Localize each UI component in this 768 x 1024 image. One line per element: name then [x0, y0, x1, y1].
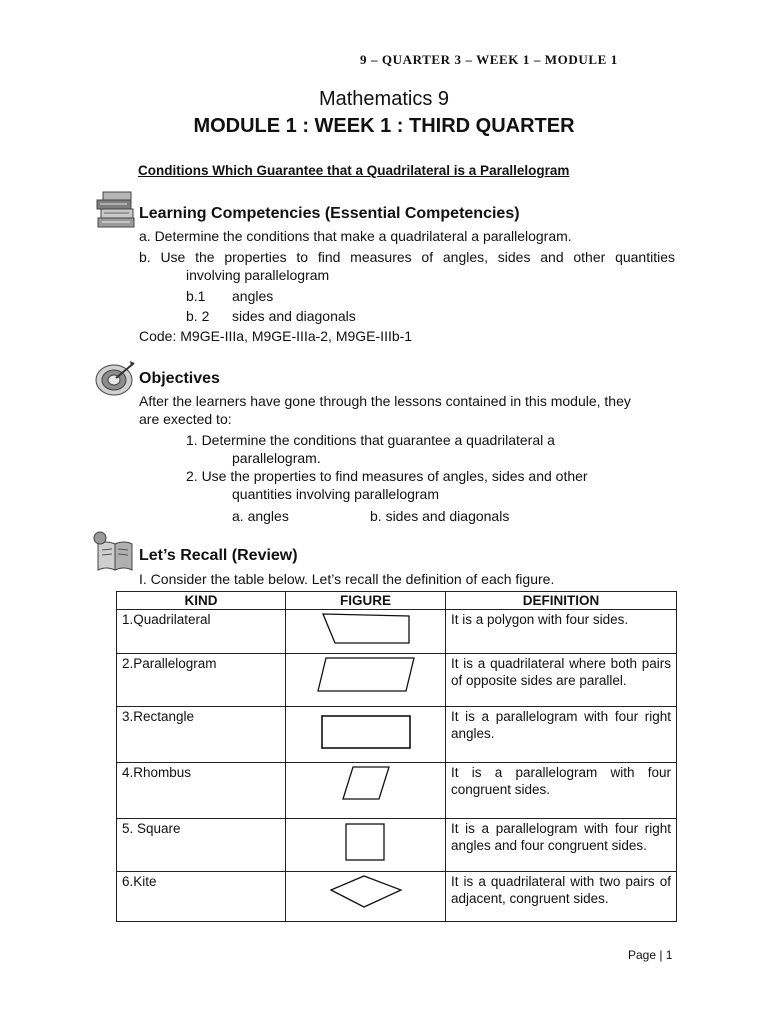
square-figure — [344, 820, 388, 864]
recall-instruction: I. Consider the table below. Let’s recall the definition of each figure. — [139, 571, 555, 587]
kind-cell: 6.Kite — [117, 872, 286, 922]
figure-cell — [286, 707, 446, 763]
kind-cell: 5. Square — [117, 819, 286, 872]
objectives-intro-line2: are exected to: — [139, 411, 232, 427]
lesson-subtitle: Conditions Which Guarantee that a Quadrilateral is a Parallelogram — [138, 163, 570, 178]
competency-a: a. Determine the conditions that make a quadrilateral a parallelogram. — [139, 228, 572, 244]
recall-table — [116, 591, 677, 922]
objective-sub-b: b. sides and diagonals — [370, 508, 510, 524]
books-icon — [94, 190, 140, 232]
column-header-figure: FIGURE — [286, 592, 446, 610]
rhombus-figure — [341, 764, 391, 804]
competency-b1-label: b.1 — [186, 288, 206, 304]
target-icon — [94, 358, 138, 398]
kind-cell: 3.Rectangle — [117, 707, 286, 763]
objective-1-line2: parallelogram. — [232, 450, 321, 466]
quadrilateral-figure — [321, 611, 411, 645]
objectives-heading: Objectives — [139, 370, 220, 387]
figure-cell — [286, 872, 446, 922]
competency-b2-text: sides and diagonals — [232, 308, 356, 324]
table-row — [117, 654, 677, 707]
definition-cell: It is a quadrilateral with two pairs of adjacent, congruent sides. — [446, 872, 677, 922]
definition-cell: It is a polygon with four sides. — [446, 610, 677, 654]
document-title: Mathematics 9 — [318, 88, 450, 110]
competency-b-line1: b. Use the properties to find measures of angles, sides and other quantities — [139, 249, 675, 265]
recall-heading: Let’s Recall (Review) — [139, 547, 298, 564]
table-row — [117, 872, 677, 922]
table-row — [117, 763, 677, 819]
definition-cell: It is a parallelogram with four right angles and four congruent sides. — [446, 819, 677, 872]
objective-2-line2: quantities involving parallelogram — [232, 486, 440, 502]
competencies-heading: Learning Competencies (Essential Competencies) — [139, 205, 520, 222]
competency-code: Code: M9GE-IIIa, M9GE-IIIa-2, M9GE-IIIb-1 — [139, 328, 413, 344]
figure-cell — [286, 763, 446, 819]
book-reading-icon — [92, 530, 140, 574]
table-header-row — [117, 592, 677, 610]
competency-b1-text: angles — [232, 288, 274, 304]
module-title: MODULE 1 : WEEK 1 : THIRD QUARTER — [193, 115, 575, 137]
definition-cell: It is a quadrilateral where both pairs of opposite sides are parallel. — [446, 654, 677, 707]
column-header-definition: DEFINITION — [446, 592, 677, 610]
kite-figure — [329, 873, 403, 913]
figure-cell — [286, 654, 446, 707]
running-header: 9 – QUARTER 3 – WEEK 1 – MODULE 1 — [360, 52, 618, 67]
kind-cell: 2.Parallelogram — [117, 654, 286, 707]
definition-cell: It is a parallelogram with four congruent sides. — [446, 763, 677, 819]
table-row — [117, 819, 677, 872]
competency-b-line2: involving parallelogram — [186, 267, 330, 283]
table-row — [117, 610, 677, 654]
competency-b2-label: b. 2 — [186, 308, 210, 324]
kind-cell: 1.Quadrilateral — [117, 610, 286, 654]
kind-cell: 4.Rhombus — [117, 763, 286, 819]
objective-2-line1: 2. Use the properties to find measures of angles, sides and other — [186, 468, 588, 484]
objective-1-line1: 1. Determine the conditions that guarantee a quadrilateral a — [186, 432, 555, 448]
parallelogram-figure — [316, 655, 416, 695]
objectives-intro-line1: After the learners have gone through the lessons contained in this module, they — [139, 393, 631, 409]
objective-sub-a: a. angles — [232, 508, 289, 524]
column-header-kind: KIND — [117, 592, 286, 610]
definition-cell: It is a parallelogram with four right angles. — [446, 707, 677, 763]
table-row — [117, 707, 677, 763]
page-number: Page | 1 — [628, 948, 673, 962]
figure-cell — [286, 610, 446, 654]
rectangle-figure — [320, 714, 412, 754]
figure-cell — [286, 819, 446, 872]
